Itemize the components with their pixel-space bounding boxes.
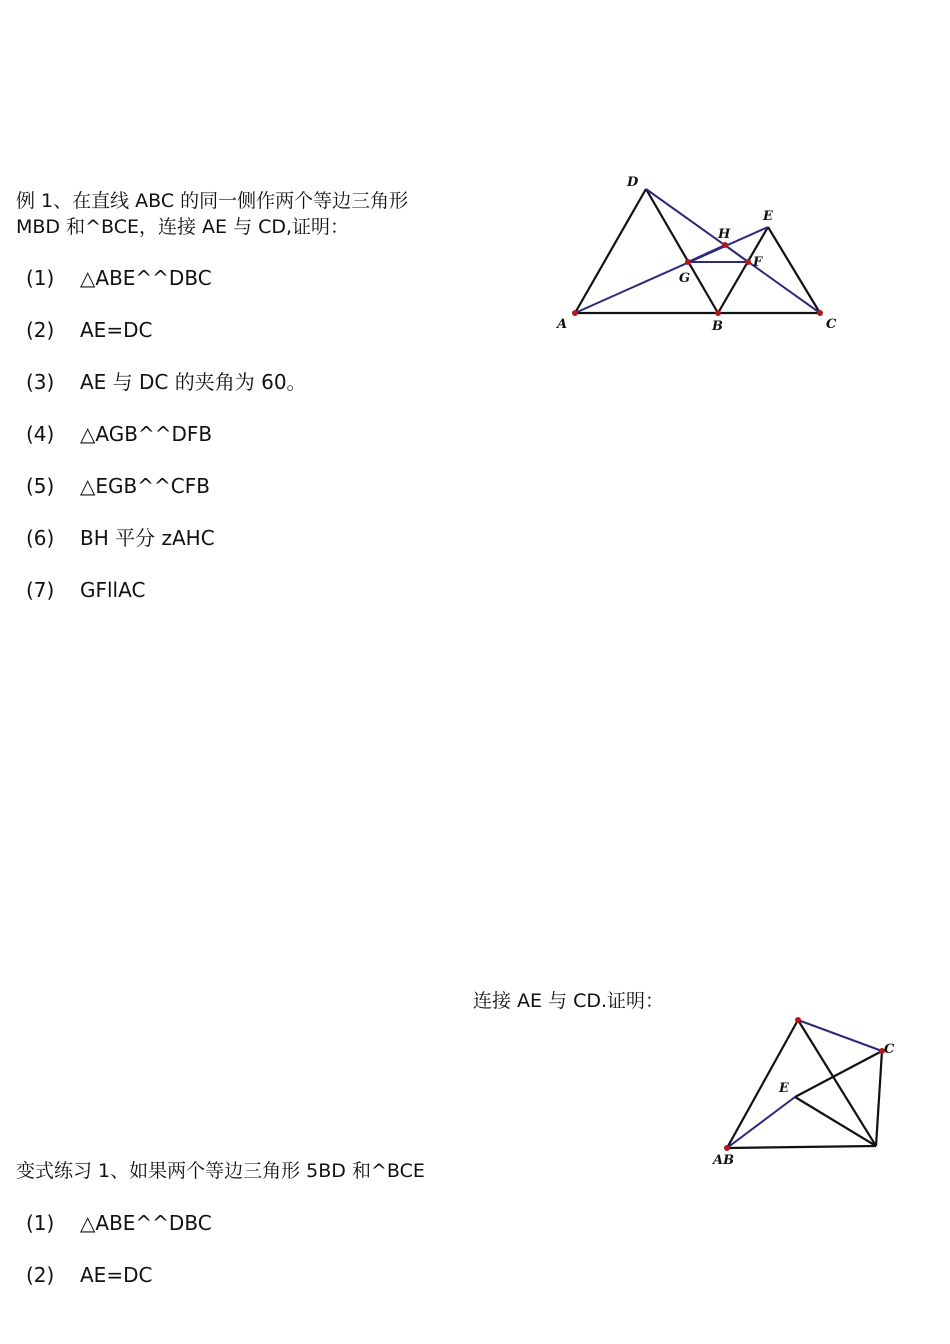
item-number: (4): [26, 422, 55, 446]
item-text: △ABE^^DBC: [80, 1211, 212, 1235]
item-text: BH 平分 zAHC: [80, 526, 215, 550]
item-number: (1): [26, 1211, 55, 1235]
point-g: [685, 259, 691, 265]
label-ab: AB: [713, 1153, 735, 1168]
point-b: [715, 310, 721, 316]
item-text: GFllAC: [80, 578, 146, 602]
segment-hf: [725, 245, 748, 262]
item-number: (2): [26, 318, 55, 342]
segment-a-e: [727, 1097, 795, 1148]
label-h: H: [718, 227, 731, 242]
item-text: △ABE^^DBC: [80, 266, 212, 290]
item-text: △AGB^^DFB: [80, 422, 213, 446]
label-c: C: [826, 317, 837, 332]
label-f: F: [753, 255, 763, 270]
item-number: (5): [26, 474, 55, 498]
item-number: (7): [26, 578, 55, 602]
segment-ec: [768, 227, 820, 313]
item-number: (6): [26, 526, 55, 550]
point-f: [745, 259, 751, 265]
segment-ad: [575, 189, 646, 313]
item-number: (3): [26, 370, 55, 394]
variant1-figure: [710, 1010, 900, 1168]
item-number: (2): [26, 1263, 55, 1287]
segment-top-c: [798, 1020, 882, 1051]
segment-a-b: [727, 1146, 876, 1148]
item-text: AE=DC: [80, 318, 153, 342]
label-e: E: [779, 1081, 789, 1096]
example1-triangle-figure: [550, 170, 850, 334]
label-b: B: [712, 319, 723, 334]
segment-c-e: [795, 1051, 882, 1097]
variant1-intro-line: 变式练习 1、如果两个等边三角形 5BD 和^BCE: [16, 1160, 425, 1182]
segment-gh: [688, 245, 725, 262]
segment-ae: [575, 227, 768, 313]
variant1-connect-line: 连接 AE 与 CD.证明：: [473, 990, 665, 1012]
label-e: E: [763, 209, 773, 224]
label-c: C: [884, 1042, 895, 1057]
label-g: G: [679, 271, 691, 286]
segment-db: [646, 189, 718, 313]
segment-e-b: [795, 1097, 876, 1146]
item-text: AE 与 DC 的夹角为 60。: [80, 370, 307, 394]
example1-intro-line1: 例 1、在直线 ABC 的同一侧作两个等边三角形: [16, 190, 409, 212]
item-text: △EGB^^CFB: [80, 474, 210, 498]
point-a: [724, 1145, 730, 1151]
point-top: [795, 1017, 801, 1023]
point-c: [817, 310, 823, 316]
label-a: A: [557, 317, 568, 332]
point-h: [722, 242, 728, 248]
point-a: [572, 310, 578, 316]
label-d: D: [627, 175, 639, 190]
segment-b-c: [876, 1051, 882, 1146]
example1-intro-line2: MBD 和^BCE，连接 AE 与 CD,证明：: [16, 216, 350, 238]
item-text: AE=DC: [80, 1263, 153, 1287]
segment-top-b: [798, 1020, 876, 1146]
item-number: (1): [26, 266, 55, 290]
